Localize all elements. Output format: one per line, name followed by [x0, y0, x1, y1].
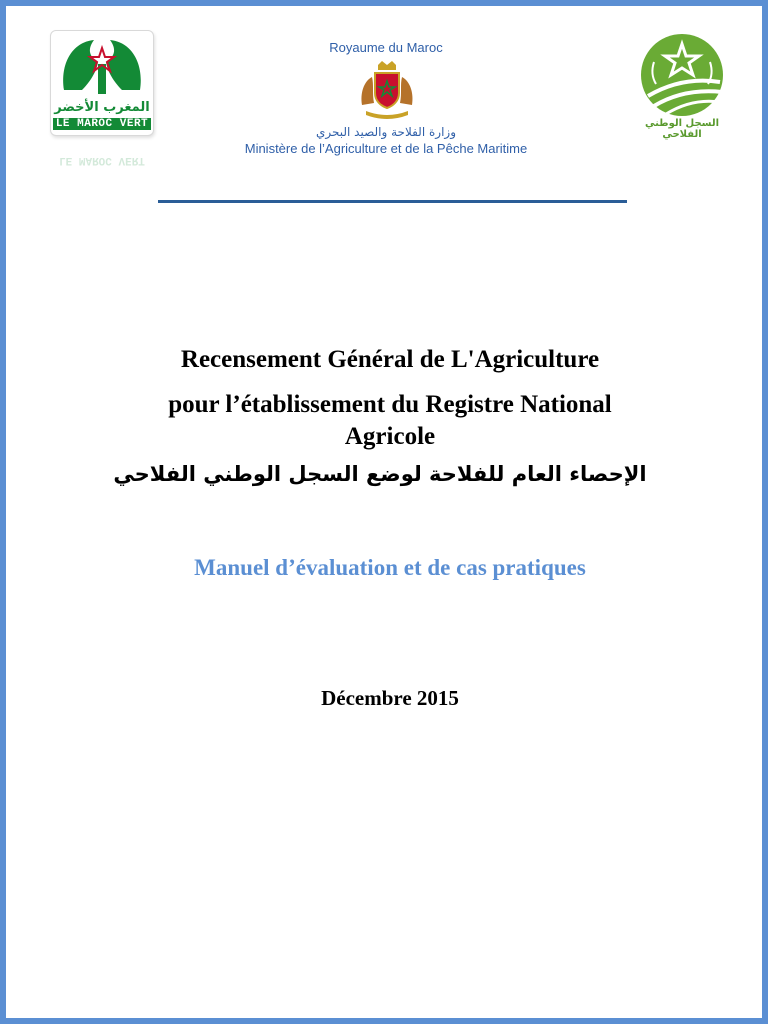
tree-icon — [58, 34, 146, 102]
maroc-vert-reflection: LE MAROC VERT — [59, 154, 145, 166]
document-date: Décembre 2015 — [321, 686, 459, 710]
title-line-3: Agricole — [344, 423, 436, 450]
emblem-container — [216, 59, 556, 123]
country-name: Royaume du Maroc — [329, 40, 443, 55]
field-star-icon — [634, 32, 730, 118]
maroc-vert-arabic-label: المغرب الأخضر — [54, 100, 150, 115]
maroc-vert-french-label: LE MAROC VERT — [53, 118, 151, 130]
registre-national-arabic-label: السجل الوطني الفلاحي — [644, 118, 720, 140]
ministry-header — [216, 40, 556, 156]
document-subtitle: Manuel d’évaluation et de cas pratiques — [194, 555, 586, 580]
document-title — [66, 342, 714, 490]
header-divider — [158, 200, 627, 203]
ministry-french-name: Ministère de l’Agriculture et de la Pêche Maritime — [244, 141, 528, 156]
title-line-1: Recensement Général de L'Agriculture — [180, 346, 600, 373]
ministry-arabic-name: وزارة الفلاحة والصيد البحري — [315, 125, 456, 139]
coat-of-arms-icon — [356, 59, 418, 121]
registre-national-logo — [634, 32, 730, 142]
title-arabic: الإحصاء العام للفلاحة لوضع السجل الوطني الفلاحي — [113, 462, 647, 486]
maroc-vert-logo — [46, 26, 158, 166]
title-line-2: pour l’établissement du Registre National — [168, 391, 612, 418]
